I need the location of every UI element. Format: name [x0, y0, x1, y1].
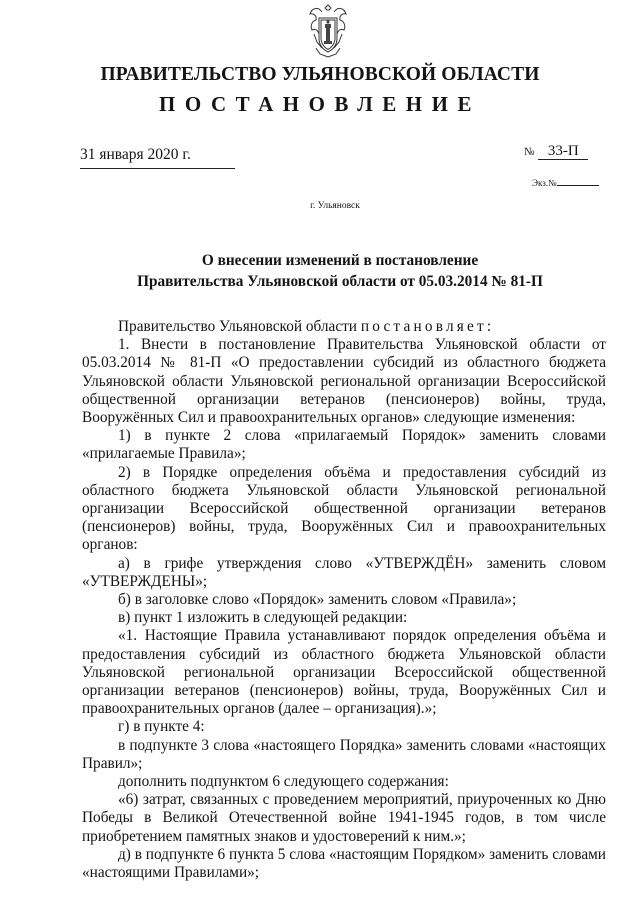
paragraph-sub-v: в) пункт 1 изложить в следующей редакции: — [118, 609, 408, 627]
paragraph-sub-g-add: дополнить подпунктом 6 следующего содержания: — [118, 773, 449, 791]
city: г. Ульяновск — [310, 201, 360, 211]
intro-paragraph — [82, 318, 606, 336]
document-type: ПОСТАНОВЛЕНИЕ — [159, 92, 481, 116]
title-line-2: Правительства Ульяновской области от 05.03.2014 № 81-П — [137, 273, 543, 290]
paragraph-sub-d: д) в подпункте 6 пункта 5 слова «настоящим Порядком» заменить словами «настоящими Правилами»; — [82, 845, 606, 882]
document-date: 31 января 2020 г. — [80, 146, 191, 163]
paragraph-sub-g-3: в подпункте 3 слова «настоящего Порядка» заменить словами «настоящих Правил»; — [82, 736, 606, 772]
paragraph-quote-1: «1. Настоящие Правила устанавливают порядок определения объёма и предоставления субсидий из областного бюджета Ульяновской области Ульяновской региональной организации Всероссийской общественной организации ветеранов (пенсионеров) войны, труда, Вооружённых Сил и правоохранительных органов (далее – организация).»; — [82, 627, 606, 718]
copy-underline — [557, 176, 599, 186]
document-title — [100, 250, 580, 292]
paragraph-item-1-1: 1) в пункте 2 слова «прилагаемый Порядок» заменить словами «прилагаемые Правила»; — [82, 427, 606, 463]
intro-subject: Правительство Ульяновской области — [118, 318, 357, 335]
coat-of-arms-icon — [308, 4, 348, 58]
number-sign: № — [524, 146, 535, 158]
document-body — [82, 318, 606, 882]
paragraph-item-1-2: 2) в Порядке определения объёма и предоставления субсидий из областного бюджета Ульяновской области Ульяновской региональной организации Всероссийской общественной организации ветеранов (пенсионеров) войны, труда, Вооружённых Сил и правоохранительных органов: — [82, 463, 606, 554]
title-line-1: О внесении изменений в постановление — [201, 252, 479, 269]
paragraph-sub-b: б) в заголовке слово «Порядок» заменить словом «Правила»; — [118, 591, 517, 609]
paragraph-quote-6: «6) затрат, связанных с проведением мероприятий, приуроченных ко Дню Победы в Великой Отечественной войне 1941-1945 годов, в том числе приобретением памятных знаков и удостоверений к ним.»; — [82, 791, 606, 845]
document-number — [524, 143, 588, 160]
date-underline — [80, 168, 235, 169]
intro-verb: постановляет: — [360, 318, 495, 335]
organization-name: ПРАВИТЕЛЬСТВО УЛЬЯНОВСКОЙ ОБЛАСТИ — [100, 64, 540, 85]
copy-label: Экз.№ — [532, 178, 557, 188]
paragraph-sub-g: г) в пункте 4: — [118, 718, 205, 736]
paragraph-item-1: 1. Внести в постановление Правительства Ульяновской области от 05.03.2014 № 81-П «О предоставлении субсидий из областного бюджета Ульяновской области Ульяновской региональной организации Всероссийской общественной организации ветеранов (пенсионеров) войны, труда, Вооружённых Сил и правоохранительных органов» следующие изменения: — [82, 336, 606, 427]
paragraph-sub-a: а) в грифе утверждения слово «УТВЕРЖДЁН» заменить словом «УТВЕРЖДЕНЫ»; — [82, 554, 606, 590]
copy-number — [532, 176, 599, 188]
number-value: 33-П — [538, 143, 588, 160]
